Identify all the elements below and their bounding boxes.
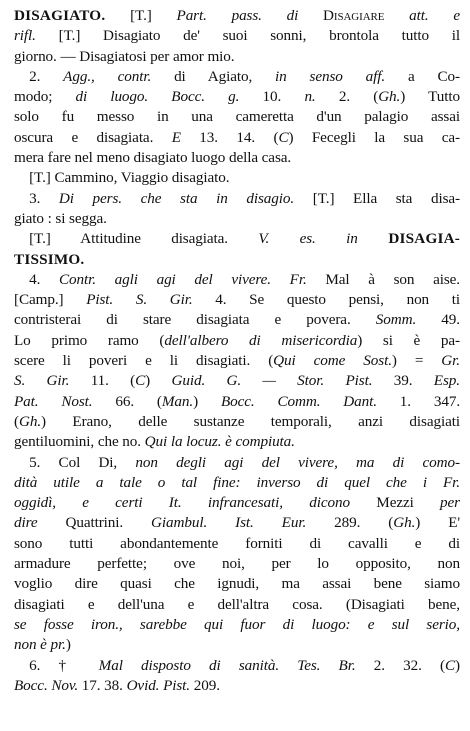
- text-line: [14, 493, 460, 513]
- text-run: oscura e disagiata.: [14, 128, 172, 146]
- text-run: modo;: [14, 88, 76, 106]
- text-line: [14, 635, 460, 655]
- text-line: [14, 554, 460, 574]
- text-line: [14, 189, 460, 209]
- text-run: contristerai di stare disagiata e povera.: [14, 311, 376, 329]
- text-run: disagiati e dell'una e dell'altra cosa. (Disagiati bene,: [14, 595, 460, 613]
- text-run: 209.: [190, 676, 220, 694]
- text-run: ) E': [415, 514, 461, 532]
- text-run: 2. (: [315, 88, 379, 106]
- text-run: Somm.: [375, 311, 417, 329]
- text-run: ) Fecegli la sua ca-: [288, 128, 461, 146]
- text-run: 5. Col Di,: [14, 453, 136, 471]
- text-line: [14, 47, 460, 67]
- text-run: 1. 347.: [376, 392, 461, 410]
- text-run: Pist. S. Gir.: [86, 291, 193, 309]
- text-run: oggidì, e certi It. infrancesati, dicono: [14, 494, 350, 512]
- text-run: Contr. agli agi del vivere. Fr.: [58, 270, 307, 288]
- text-run: giorno. — Disagiatosi per amor mio.: [14, 47, 235, 65]
- text-line: [14, 656, 460, 676]
- text-run: Giambul. Ist. Eur.: [151, 514, 307, 532]
- text-line: [14, 453, 460, 473]
- text-run: 4. Se questo pensi, non ti: [192, 291, 460, 309]
- text-line: [14, 67, 460, 87]
- text-line: [14, 595, 460, 615]
- text-run: Man.: [161, 392, 194, 410]
- text-line: [14, 676, 460, 696]
- text-run: ): [193, 392, 221, 410]
- text-line: [14, 148, 460, 168]
- text-line: [14, 412, 460, 432]
- text-line: [14, 250, 460, 270]
- text-run: dità utile a tale o tal fine: inverso di quel che i Fr.: [14, 473, 460, 491]
- text-run: a Co-: [385, 67, 460, 85]
- text-run: att. e: [384, 7, 461, 24]
- text-line: [14, 432, 460, 452]
- text-run: ) Tutto: [400, 88, 460, 106]
- text-run: voglio dire quasi che ignudi, ma assai bene siamo: [14, 575, 460, 593]
- text-run: Gh.: [18, 412, 42, 430]
- text-run: per: [440, 494, 460, 512]
- text-run: 6. †: [14, 656, 99, 674]
- text-run: 66. (: [92, 392, 162, 410]
- text-run: TISSIMO.: [14, 250, 85, 268]
- text-line: [14, 229, 460, 249]
- text-run: non è pr.: [14, 636, 66, 654]
- text-line: [14, 87, 460, 107]
- text-run: Bocc. Nov.: [14, 676, 79, 694]
- text-run: [T.] Ella sta disa-: [294, 189, 460, 207]
- text-run: Gh.: [378, 88, 401, 106]
- text-run: n.: [304, 88, 316, 106]
- text-run: giato : si segga.: [14, 209, 107, 227]
- text-line: [14, 290, 460, 310]
- text-run: [T.]: [105, 7, 177, 24]
- text-run: scere li poveri e li disagiati. (: [14, 352, 274, 370]
- text-run: solo fu messo in una cameretta d'un palagio assai: [14, 108, 460, 126]
- text-line: [14, 534, 460, 554]
- text-line: [14, 574, 460, 594]
- text-line: [14, 26, 460, 46]
- text-run: C: [135, 372, 146, 390]
- text-run: [T.] Attitudine disagiata.: [14, 230, 259, 248]
- text-run: Guid. G. — Stor. Pist.: [171, 372, 373, 390]
- text-run: gentiluomini, che no.: [14, 433, 145, 451]
- text-run: 39.: [372, 372, 434, 390]
- text-run: Qui la locuz. è compiuta.: [144, 433, 295, 451]
- text-line: [14, 473, 460, 493]
- text-run: 13. 14. (: [180, 128, 279, 146]
- text-run: 10.: [239, 88, 305, 106]
- text-run: Bocc. Comm. Dant.: [220, 392, 377, 410]
- text-run: Pat. Nost.: [14, 392, 93, 410]
- text-line: [14, 107, 460, 127]
- text-line: [14, 331, 460, 351]
- text-line: [14, 310, 460, 330]
- text-run: Di pers. che sta in disagio.: [58, 189, 295, 207]
- text-run: di luogo. Bocc. g.: [75, 88, 240, 106]
- text-run: [T.] Disagiato de' suoi sonni, brontola tutto il: [35, 27, 460, 45]
- text-run: Qui come Sost.: [273, 352, 392, 370]
- text-run: Ovid. Pist.: [126, 676, 191, 694]
- text-run: S. Gir.: [14, 372, 70, 390]
- text-line: [14, 168, 460, 188]
- text-run: DISAGIA-: [357, 230, 460, 248]
- text-run: Gh.: [393, 514, 416, 532]
- text-run: C: [444, 656, 456, 674]
- text-run: Mal disposto di sanità. Tes. Br.: [98, 656, 356, 674]
- text-run: dire: [14, 514, 38, 532]
- text-run: Esp.: [433, 372, 460, 390]
- text-run: V. es. in: [258, 230, 358, 248]
- text-run: 17. 38.: [78, 676, 127, 694]
- text-line: [14, 371, 460, 391]
- text-run: armadure perfette; ove noi, per lo opposito, non: [14, 555, 460, 573]
- text-run: se fosse iron., sarebbe qui fuor di luogo: e sul serio,: [14, 615, 460, 633]
- text-run: 2. 32. (: [355, 656, 445, 674]
- text-run: ): [65, 636, 71, 654]
- text-run: Mal à son aise.: [306, 270, 460, 288]
- text-run: Part. pass. di: [176, 7, 324, 24]
- text-run: Mezzi: [349, 494, 441, 512]
- text-run: 3.: [14, 189, 59, 207]
- text-line: [14, 615, 460, 635]
- text-run: Gr.: [441, 352, 460, 370]
- text-run: Lo primo ramo (: [14, 331, 165, 349]
- text-run: mera fare nel meno disagiato luogo della casa.: [14, 149, 292, 167]
- text-run: ): [145, 372, 172, 390]
- text-run: C: [278, 128, 289, 146]
- text-run: di Agiato,: [151, 67, 276, 85]
- text-line: [14, 351, 460, 371]
- text-line: [14, 513, 460, 533]
- text-run: rifl.: [14, 27, 36, 45]
- text-run: Agg., contr.: [63, 67, 152, 85]
- text-line: [14, 209, 460, 229]
- text-run: ) =: [391, 352, 442, 370]
- text-run: 289. (: [306, 514, 394, 532]
- text-run: dell'albero di misericordia: [164, 331, 358, 349]
- text-run: ) Erano, delle sustanze temporali, anzi disagiati: [41, 412, 460, 430]
- text-run: 11. (: [69, 372, 136, 390]
- text-line: [14, 6, 460, 26]
- text-run: ): [455, 656, 460, 674]
- text-run: sono tutti abondantemente forniti di cavalli e di: [14, 534, 460, 552]
- text-run: 4.: [14, 270, 59, 288]
- text-run: (: [14, 412, 19, 430]
- text-line: [14, 392, 460, 412]
- text-run: in senso aff.: [275, 67, 386, 85]
- text-run: [Camp.]: [14, 291, 87, 309]
- text-run: 49.: [416, 311, 460, 329]
- text-run: ) si è pa-: [357, 331, 460, 349]
- text-run: 2.: [14, 67, 64, 85]
- text-run: DISAGIATO.: [14, 7, 106, 24]
- text-run: Disagiare: [323, 7, 385, 24]
- text-run: [T.] Cammino, Viaggio disagiato.: [14, 169, 230, 187]
- text-run: non degli agi del vivere, ma di como-: [135, 453, 460, 471]
- text-line: [14, 270, 460, 290]
- text-run: Quattrini.: [37, 514, 152, 532]
- text-run: E: [171, 128, 181, 146]
- text-line: [14, 128, 460, 148]
